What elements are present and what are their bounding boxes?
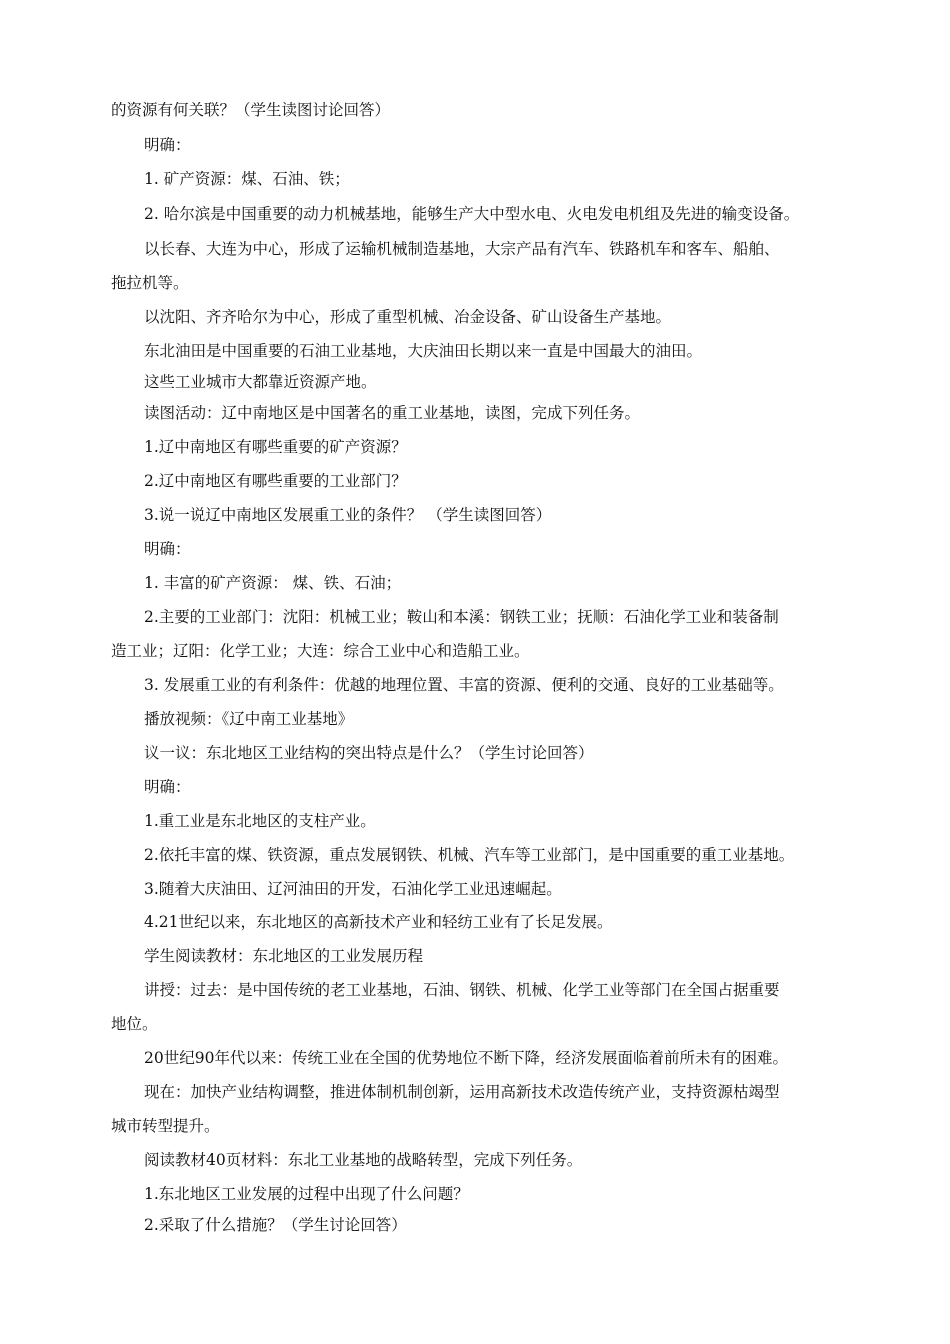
text-line: 阅读教材40页材料：东北工业基地的战略转型，完成下列任务。 (144, 1151, 583, 1169)
text-line: 以沈阳、齐齐哈尔为中心，形成了重型机械、冶金设备、矿山设备生产基地。 (144, 308, 672, 326)
text-line: 2. 哈尔滨是中国重要的动力机械基地，能够生产大中型水电、火电发电机组及先进的输变设备。 (144, 205, 800, 223)
text-line: 拖拉机等。 (111, 274, 189, 292)
text-line: 这些工业城市大都靠近资源产地。 (144, 373, 377, 391)
text-line: 议一议：东北地区工业结构的突出特点是什么？（学生讨论回答） (144, 744, 594, 762)
text-line: 播放视频：《辽中南工业基地》 (144, 710, 354, 728)
text-line: 东北油田是中国重要的石油工业基地，大庆油田长期以来一直是中国最大的油田。 (144, 342, 703, 360)
text-line: 1.辽中南地区有哪些重要的矿产资源？ (144, 438, 407, 456)
text-line: 2.依托丰富的煤、铁资源，重点发展钢铁、机械、汽车等工业部门，是中国重要的重工业基地。 (144, 846, 795, 864)
text-line: 2.辽中南地区有哪些重要的工业部门？ (144, 472, 407, 490)
text-line: 1. 矿产资源：煤、石油、铁； (144, 170, 350, 188)
text-line: 明确： (144, 136, 191, 154)
text-line: 20世纪90年代以来：传统工业在全国的优势地位不断下降，经济发展面临着前所未有的困难。 (144, 1049, 788, 1067)
text-line: 读图活动：辽中南地区是中国著名的重工业基地，读图，完成下列任务。 (144, 404, 641, 422)
text-line: 以长春、大连为中心，形成了运输机械制造基地，大宗产品有汽车、铁路机车和客车、船舶、 (144, 240, 780, 258)
text-line: 1.东北地区工业发展的过程中出现了什么问题？ (144, 1185, 469, 1203)
text-line: 造工业；辽阳：化学工业；大连：综合工业中心和造船工业。 (111, 642, 530, 660)
text-line: 2.采取了什么措施？（学生讨论回答） (144, 1216, 407, 1234)
text-line: 4.21世纪以来，东北地区的高新技术产业和轻纺工业有了长足发展。 (144, 913, 613, 931)
text-line: 1.重工业是东北地区的支柱产业。 (144, 812, 376, 830)
text-line: 3.随着大庆油田、辽河油田的开发，石油化学工业迅速崛起。 (144, 880, 562, 898)
text-line: 明确： (144, 540, 191, 558)
text-line: 明确： (144, 778, 191, 796)
text-line: 地位。 (111, 1015, 158, 1033)
text-line: 城市转型提升。 (111, 1117, 220, 1135)
text-line: 讲授：过去：是中国传统的老工业基地，石油、钢铁、机械、化学工业等部门在全国占据重要 (144, 981, 780, 999)
text-line: 的资源有何关联？（学生读图讨论回答） (111, 101, 391, 119)
text-line: 1. 丰富的矿产资源： 煤、铁、石油； (144, 574, 402, 592)
text-line: 2.主要的工业部门：沈阳：机械工业；鞍山和本溪：钢铁工业；抚顺：石油化学工业和装备制 (144, 608, 779, 626)
text-line: 3.说一说辽中南地区发展重工业的条件？ （学生读图回答） (144, 506, 552, 524)
text-line: 学生阅读教材：东北地区的工业发展历程 (144, 947, 424, 965)
text-line: 现在：加快产业结构调整，推进体制机制创新，运用高新技术改造传统产业，支持资源枯竭型 (144, 1083, 780, 1101)
text-line: 3. 发展重工业的有利条件：优越的地理位置、丰富的资源、便利的交通、良好的工业基础等。 (144, 676, 784, 694)
